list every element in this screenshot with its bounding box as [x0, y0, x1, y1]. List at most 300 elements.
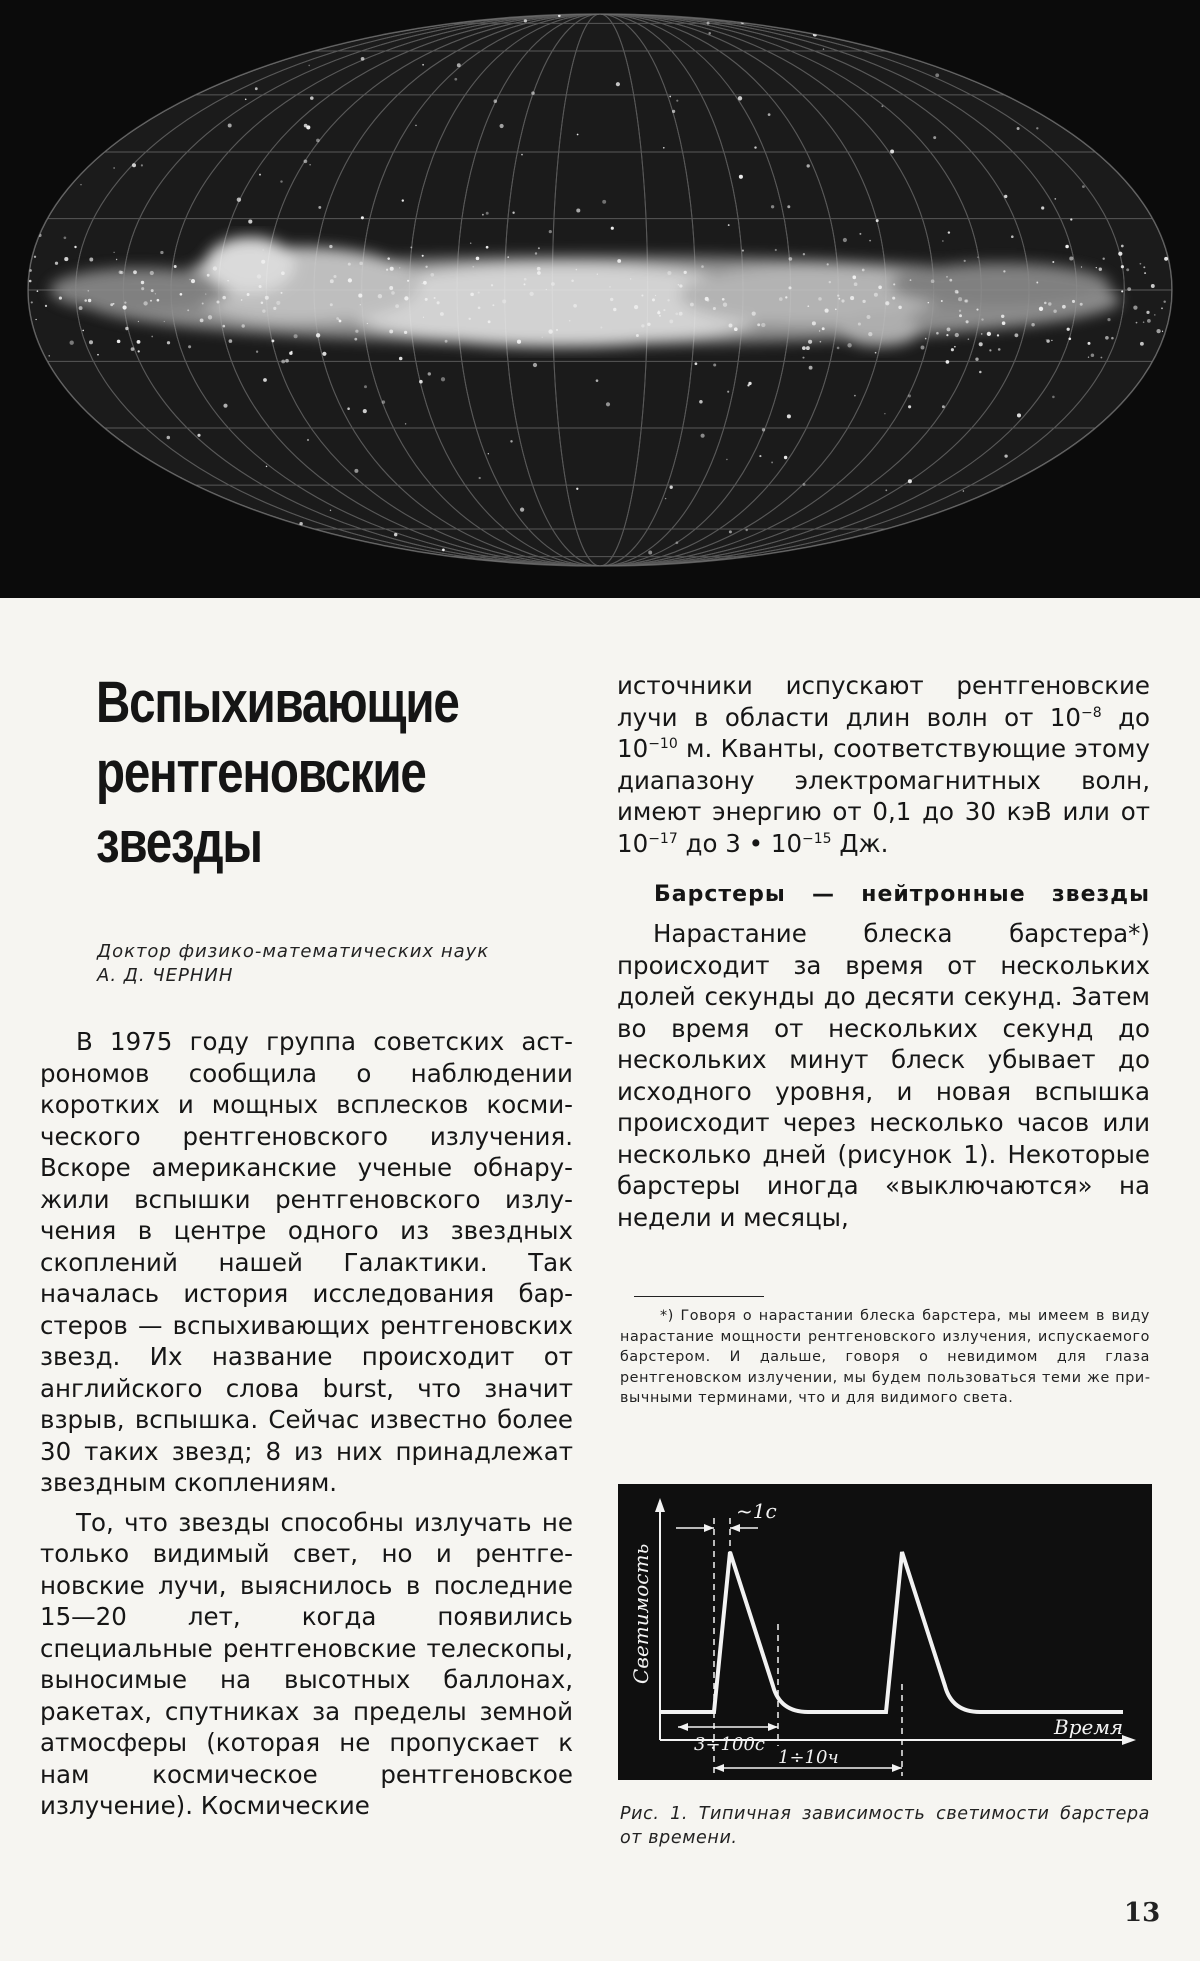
- sky-star: [358, 294, 362, 298]
- sky-star: [1072, 300, 1075, 303]
- sky-star: [138, 350, 140, 352]
- sky-star: [1126, 268, 1129, 271]
- sky-star: [1014, 333, 1018, 337]
- sky-star: [771, 205, 774, 208]
- sky-star: [835, 308, 837, 310]
- subheading-word: Барстеры: [654, 882, 786, 907]
- sky-star: [636, 334, 639, 337]
- sky-star: [881, 105, 883, 107]
- sky-star: [946, 360, 950, 364]
- sky-star: [1096, 267, 1097, 268]
- sky-star: [354, 338, 357, 341]
- sky-star: [571, 280, 574, 283]
- sky-star: [762, 428, 765, 431]
- sky-star: [954, 346, 956, 348]
- sky-star: [819, 330, 820, 331]
- sky-star: [361, 57, 365, 61]
- sky-star: [739, 175, 743, 179]
- sky-star: [1068, 337, 1071, 340]
- sky-star: [488, 320, 491, 323]
- sky-star: [394, 533, 397, 536]
- sky-star: [787, 414, 791, 418]
- sky-star: [630, 278, 631, 279]
- sky-star: [908, 394, 911, 397]
- sky-star: [556, 329, 558, 331]
- sky-star: [705, 297, 709, 301]
- sky-star: [407, 280, 409, 282]
- sky-star: [964, 260, 966, 262]
- sky-star: [486, 246, 489, 249]
- sky-star: [676, 541, 679, 544]
- sky-star: [1146, 311, 1149, 314]
- sky-star: [1004, 195, 1007, 198]
- sky-star: [981, 318, 983, 320]
- sky-star: [989, 24, 991, 26]
- sky-star: [428, 372, 431, 375]
- sky-star: [669, 319, 673, 323]
- sky-star: [478, 292, 480, 294]
- sky-star: [521, 154, 523, 156]
- sky-star: [722, 298, 725, 301]
- sky-star: [49, 355, 50, 356]
- sky-star: [977, 256, 978, 257]
- text-run: источники испускают рентгеновские лучи в области длин волн от 10: [617, 671, 1150, 732]
- sky-star: [359, 262, 363, 266]
- sky-star: [70, 341, 74, 345]
- sky-star: [1072, 522, 1073, 523]
- sky-star: [742, 250, 744, 252]
- sky-star: [305, 31, 309, 35]
- sky-star: [419, 380, 423, 384]
- sky-star: [160, 251, 163, 254]
- sky-star: [809, 366, 813, 370]
- sky-star: [535, 252, 537, 254]
- sky-star: [1080, 303, 1083, 306]
- sky-star: [657, 311, 660, 314]
- sky-star: [1161, 307, 1163, 309]
- sky-star: [53, 461, 56, 464]
- sky-star: [569, 320, 571, 322]
- sky-star: [389, 329, 393, 333]
- sky-star: [611, 227, 614, 230]
- sky-star: [306, 125, 310, 129]
- sky-star: [395, 304, 399, 308]
- sky-star: [752, 312, 756, 316]
- sky-star: [538, 247, 540, 249]
- sky-star: [355, 330, 358, 333]
- sky-star: [652, 298, 655, 301]
- sky-star: [405, 423, 406, 424]
- sky-star: [161, 84, 162, 85]
- sky-star: [647, 323, 650, 326]
- right-column-top: [617, 670, 1150, 859]
- sky-star: [236, 32, 240, 36]
- footnote: [620, 1306, 1150, 1409]
- sky-star: [378, 294, 382, 298]
- sky-star: [734, 327, 738, 331]
- sky-star: [745, 529, 747, 531]
- sky-star: [189, 279, 190, 280]
- sky-star: [237, 198, 241, 202]
- sky-star: [183, 542, 187, 546]
- author-byline: [97, 940, 537, 988]
- sky-star: [363, 409, 367, 413]
- paragraph-bursters: Нарастание блеска барстера*) происходит за время от нескольких долей секунды до десяти секунд. Затем во время от нескольких секунд до нескольких минут блеск убывает до исходного уровня, и новая вспышка происходит через несколько часов или несколько дней (рисунок 1). Некоторые барстеры иногда «выключаются» на недели и месяцы,: [617, 919, 1150, 1232]
- sky-star: [119, 271, 122, 274]
- sky-star: [1121, 265, 1124, 268]
- sky-star: [223, 404, 227, 408]
- sky-star: [160, 21, 164, 25]
- sky-star: [382, 400, 385, 403]
- sky-star: [551, 282, 555, 286]
- sky-star: [1159, 207, 1160, 208]
- sky-star: [1124, 498, 1128, 502]
- sky-star: [1025, 495, 1027, 497]
- sky-star: [850, 296, 854, 300]
- sky-star: [1031, 323, 1034, 326]
- sky-star: [122, 305, 126, 309]
- sky-star: [79, 306, 83, 310]
- sky-star: [838, 298, 840, 300]
- sky-star: [422, 283, 423, 284]
- sky-star: [280, 180, 282, 182]
- arrowhead: [714, 1764, 724, 1772]
- galaxy-sky-map-icon: [0, 0, 1200, 598]
- sky-star: [531, 91, 535, 95]
- sky-star: [222, 296, 226, 300]
- sky-star: [884, 413, 885, 414]
- sky-star: [29, 280, 32, 283]
- sky-star: [933, 136, 936, 139]
- sky-star: [488, 453, 489, 454]
- sky-star: [399, 267, 400, 268]
- sky-star: [576, 488, 578, 490]
- sky-star: [143, 301, 147, 305]
- subheading-word: —: [811, 882, 835, 907]
- sky-star: [164, 321, 165, 322]
- sky-star: [1111, 337, 1114, 340]
- sky-star: [784, 456, 787, 459]
- sky-star: [1133, 305, 1137, 309]
- sky-star: [976, 309, 978, 311]
- sky-star: [867, 315, 871, 319]
- sky-star: [215, 69, 217, 71]
- sky-star: [768, 113, 771, 116]
- sky-star: [1154, 314, 1156, 316]
- sky-star: [1156, 329, 1160, 333]
- sky-star: [1001, 315, 1004, 318]
- sky-star: [1144, 272, 1146, 274]
- sky-star: [1140, 342, 1144, 346]
- sky-star: [761, 323, 765, 327]
- sky-star: [829, 281, 831, 283]
- sky-star: [468, 318, 470, 320]
- sky-star: [910, 279, 912, 281]
- sky-star: [684, 271, 687, 274]
- sky-star: [602, 200, 606, 204]
- sky-star: [951, 348, 954, 351]
- sky-star: [1046, 339, 1047, 340]
- subheading-word: нейтронные: [861, 882, 1026, 907]
- sky-star: [981, 333, 983, 335]
- sky-star: [1107, 318, 1110, 321]
- sky-star: [1100, 537, 1103, 540]
- sky-star: [1163, 300, 1165, 302]
- sky-star: [1142, 461, 1144, 463]
- sky-star: [1082, 185, 1085, 188]
- sky-star: [37, 72, 39, 74]
- sky-star: [1128, 541, 1132, 545]
- sky-star: [89, 258, 93, 262]
- sky-star: [729, 324, 733, 328]
- sky-star: [65, 156, 69, 160]
- sky-star: [200, 319, 204, 323]
- sky-star: [822, 327, 825, 330]
- sky-star: [191, 279, 195, 283]
- sky-star: [479, 477, 481, 479]
- sky-star: [1143, 321, 1145, 323]
- sky-star: [442, 549, 445, 552]
- arrowhead: [768, 1723, 778, 1731]
- sky-star: [322, 352, 326, 356]
- sky-star: [354, 469, 358, 473]
- sky-star: [613, 308, 616, 311]
- sky-star: [308, 65, 310, 67]
- sky-star: [1049, 15, 1053, 19]
- sky-star: [174, 265, 177, 268]
- sky-star: [1088, 357, 1089, 358]
- paragraph-continuation: [617, 670, 1150, 859]
- sky-star: [1164, 257, 1168, 261]
- sky-star: [548, 329, 552, 333]
- sky-star: [307, 439, 309, 441]
- sky-star: [245, 99, 247, 101]
- sky-star: [576, 269, 577, 270]
- sky-star: [802, 346, 806, 350]
- sky-star: [1153, 361, 1157, 365]
- sky-star: [1069, 256, 1073, 260]
- sky-star: [968, 338, 970, 340]
- sky-star: [423, 317, 424, 318]
- sky-star: [779, 297, 783, 301]
- sky-star: [1052, 396, 1055, 399]
- sky-star: [825, 309, 829, 313]
- sky-star: [188, 345, 191, 348]
- sky-star: [890, 150, 894, 154]
- sky-star: [859, 233, 861, 235]
- sky-star: [597, 274, 598, 275]
- arrowhead: [892, 1764, 902, 1772]
- sky-star: [259, 285, 262, 288]
- sky-star: [1017, 413, 1021, 417]
- sky-star: [116, 259, 117, 260]
- sky-star: [757, 323, 760, 326]
- sky-star: [948, 231, 950, 233]
- sky-star: [281, 292, 283, 294]
- text-run: Дж.: [831, 828, 889, 858]
- left-column: [40, 1026, 573, 1822]
- sky-star: [609, 286, 611, 288]
- sky-star: [291, 351, 293, 353]
- sky-star: [1048, 302, 1051, 305]
- sky-star: [364, 385, 367, 388]
- sky-star: [1162, 435, 1165, 438]
- sky-star: [255, 87, 258, 90]
- sky-star: [329, 245, 332, 248]
- sky-star: [996, 536, 999, 539]
- interval-label: 1÷10ч: [778, 1747, 839, 1768]
- sky-star: [707, 22, 710, 25]
- sky-star: [966, 320, 969, 323]
- sky-star: [959, 310, 961, 312]
- rise-time-label: ~1с: [736, 1499, 777, 1523]
- sky-star: [537, 271, 541, 275]
- sky-star: [242, 324, 245, 327]
- exponent: −17: [648, 830, 678, 847]
- sky-star: [423, 281, 427, 285]
- sky-star: [1017, 127, 1020, 130]
- sky-star: [843, 238, 847, 242]
- sky-star: [600, 326, 602, 328]
- sky-star: [60, 67, 64, 71]
- sky-star: [259, 174, 261, 176]
- sky-star: [841, 299, 844, 302]
- footnote-divider: [634, 1296, 764, 1297]
- sky-star: [576, 208, 580, 212]
- sky-star: [524, 283, 526, 285]
- sky-star: [348, 263, 351, 266]
- sky-star: [35, 319, 36, 320]
- sky-star: [667, 299, 669, 301]
- sky-star: [141, 460, 142, 461]
- text-run: до 10: [617, 702, 1151, 763]
- sky-star: [663, 147, 665, 149]
- sky-star: [1053, 309, 1056, 312]
- sky-star: [787, 205, 790, 208]
- sky-star: [227, 280, 228, 281]
- sky-star: [803, 483, 806, 486]
- sky-star: [956, 291, 958, 293]
- y-axis-label: Светимость: [629, 1543, 653, 1684]
- sky-star: [641, 324, 644, 327]
- sky-star: [1103, 258, 1105, 260]
- sky-star: [399, 357, 403, 361]
- sky-star: [187, 309, 189, 311]
- sky-star: [837, 294, 839, 296]
- sky-star: [520, 507, 524, 511]
- sky-star: [389, 286, 393, 290]
- sky-star: [360, 304, 361, 305]
- sky-star: [808, 340, 812, 344]
- sky-star: [1127, 287, 1131, 291]
- sky-star: [931, 279, 935, 283]
- sky-star: [893, 283, 895, 285]
- sky-star: [348, 278, 352, 282]
- arrowhead: [678, 1723, 688, 1731]
- sky-star: [1046, 339, 1049, 342]
- sky-star: [141, 164, 143, 166]
- sky-star: [454, 78, 457, 81]
- sky-star: [1147, 319, 1151, 323]
- sky-star: [713, 307, 716, 310]
- sky-star: [997, 334, 999, 336]
- sky-star: [478, 306, 481, 309]
- sky-star: [167, 341, 170, 344]
- sky-star: [470, 242, 471, 243]
- sky-star: [241, 299, 243, 301]
- sky-star: [771, 461, 773, 463]
- title-line-2: рентгеновские: [96, 740, 426, 805]
- caption-text: Рис. 1. Типичная зависимость светимости барстера от времени.: [620, 1804, 1150, 1848]
- sky-star: [759, 455, 761, 457]
- sky-star: [941, 300, 943, 302]
- sky-star: [616, 82, 620, 86]
- title-line-1: Вспыхивающие: [96, 670, 459, 735]
- sky-star: [1101, 549, 1105, 553]
- sky-star: [695, 362, 698, 365]
- sky-star: [64, 257, 68, 261]
- sky-star: [982, 37, 986, 41]
- sky-star: [807, 164, 810, 167]
- sky-star: [868, 332, 872, 336]
- sky-star: [441, 377, 445, 381]
- sky-star: [476, 257, 480, 261]
- sky-star: [74, 246, 76, 248]
- sky-star: [641, 294, 643, 296]
- sky-star: [208, 315, 212, 319]
- sky-star: [823, 48, 825, 50]
- sky-star: [869, 240, 871, 242]
- sky-star: [390, 267, 394, 271]
- sky-star: [701, 265, 704, 268]
- sky-star: [131, 347, 135, 351]
- sky-star: [754, 146, 756, 148]
- sky-star: [318, 206, 321, 209]
- sky-star: [1036, 127, 1038, 129]
- sky-star: [138, 321, 139, 322]
- sky-star: [84, 299, 87, 302]
- sky-star: [176, 60, 177, 61]
- sky-star: [1140, 263, 1142, 265]
- sky-star: [964, 299, 967, 302]
- sky-star: [875, 352, 877, 354]
- sky-star: [812, 321, 816, 325]
- sky-star: [805, 26, 809, 30]
- sky-star: [807, 305, 809, 307]
- sky-star: [316, 139, 320, 143]
- sky-star: [492, 304, 494, 306]
- sky-star: [202, 303, 204, 305]
- sky-star: [989, 349, 991, 351]
- sky-star: [852, 275, 856, 279]
- sky-star: [524, 278, 527, 281]
- sky-star: [425, 266, 427, 268]
- sky-star: [803, 253, 805, 255]
- sky-star: [266, 538, 270, 542]
- sky-star: [82, 330, 84, 332]
- sky-star: [263, 63, 265, 65]
- sky-star: [855, 34, 857, 36]
- sky-star: [669, 96, 671, 98]
- sky-star: [266, 466, 268, 468]
- sky-star: [304, 159, 308, 163]
- sky-star: [167, 436, 171, 440]
- sky-star: [180, 293, 183, 296]
- sky-star: [256, 351, 258, 353]
- sky-star: [1067, 328, 1070, 331]
- sky-star: [33, 344, 37, 348]
- sky-star: [892, 297, 895, 300]
